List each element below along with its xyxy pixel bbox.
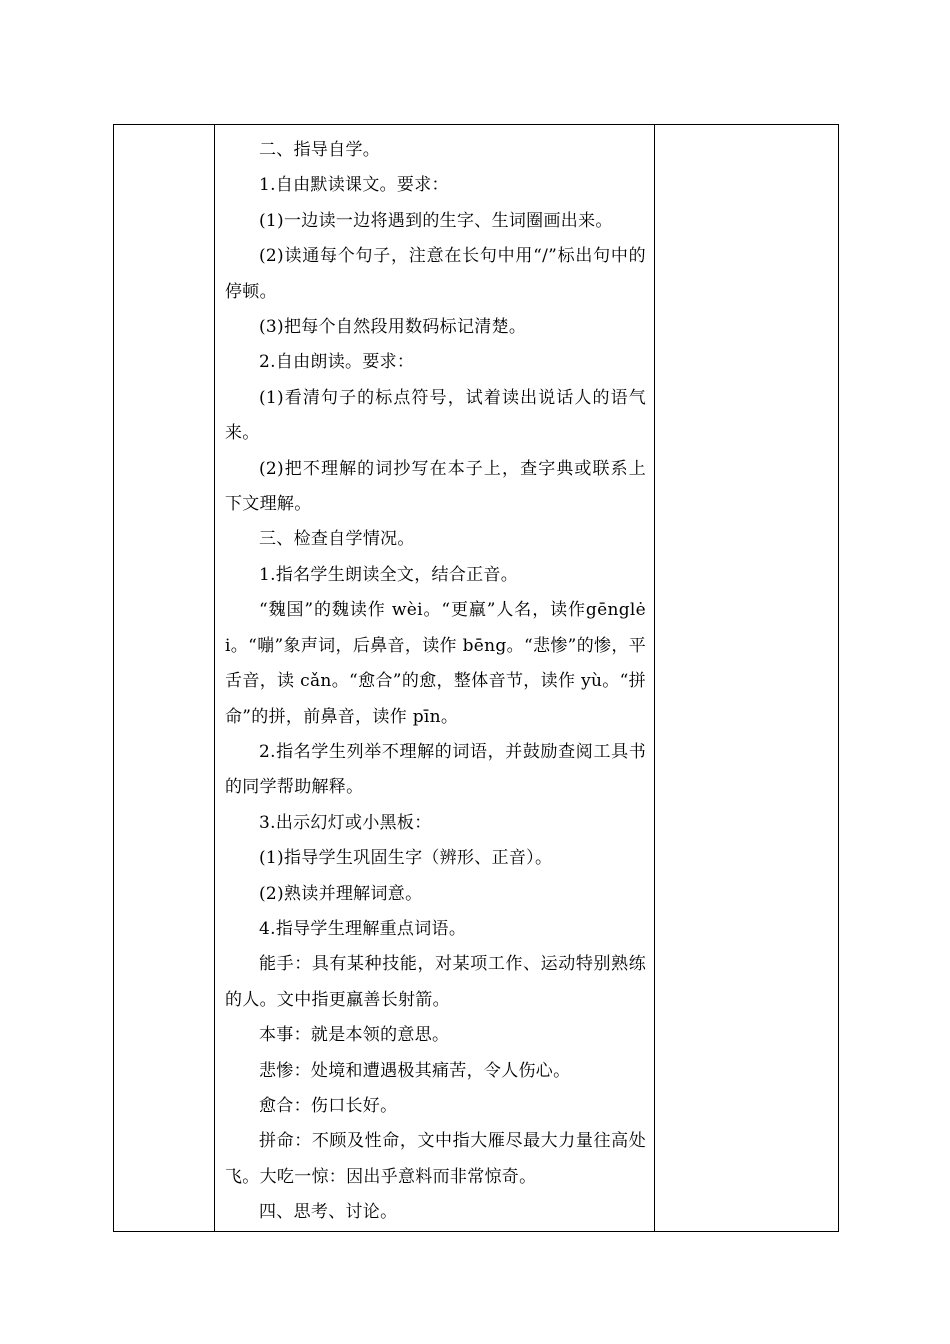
paragraph: 2.指名学生列举不理解的词语，并鼓励查阅工具书的同学帮助解释。 xyxy=(225,741,646,798)
paragraph: 本事：就是本领的意思。 xyxy=(259,1025,450,1046)
paragraph: 悲惨：处境和遭遇极其痛苦，令人伤心。 xyxy=(259,1060,571,1081)
paragraph: 1.自由默读课文。要求： xyxy=(259,175,449,196)
paragraph: 拼命：不顾及性命，文中指大雁尽最大力量往高处飞。大吃一惊：因出乎意料而非常惊奇。 xyxy=(225,1131,646,1187)
paragraph: 2.自由朗读。要求： xyxy=(259,352,415,373)
paragraph: 能手：具有某种技能，对某项工作、运动特别熟练的人。文中指更羸善长射箭。 xyxy=(225,954,646,1010)
paragraph: 1.指名学生朗读全文，结合正音。 xyxy=(259,564,519,585)
lesson-content xyxy=(215,125,654,1231)
lesson-plan-table xyxy=(113,124,839,1232)
paragraph: 4.指导学生理解重点词语。 xyxy=(259,918,467,939)
paragraph: “魏国”的魏读作 wèi。“更羸”人名，读作gēnglėi。“嘣”象声词，后鼻音，读作 bēng。“悲惨”的惨，平舌音，读 cǎn。“愈合”的愈，整体音节，读作 yù。“拼命”的拼，前鼻音，读作 pīn。 xyxy=(225,600,646,727)
paragraph: (3)把每个自然段用数码标记清楚。 xyxy=(259,317,527,338)
notes-column-cell xyxy=(655,125,839,1232)
table-row xyxy=(114,125,839,1232)
content-column-cell xyxy=(215,125,655,1232)
paragraph: 愈合：伤口长好。 xyxy=(259,1095,398,1116)
paragraph: (1)指导学生巩固生字（辨形、正音）。 xyxy=(259,848,553,869)
paragraph: 3.出示幻灯或小黑板： xyxy=(259,812,432,833)
left-column-cell xyxy=(114,125,215,1232)
paragraph: 三、检查自学情况。 xyxy=(259,529,415,550)
paragraph: (1)一边读一边将遇到的生字、生词圈画出来。 xyxy=(259,210,613,231)
paragraph: 四、思考、讨论。 xyxy=(259,1202,398,1223)
paragraph: (1)看清句子的标点符号，试着读出说话人的语气来。 xyxy=(225,387,646,444)
paragraph: 二、指导自学。 xyxy=(259,140,381,160)
paragraph: (2)把不理解的词抄写在本子上，查字典或联系上下文理解。 xyxy=(225,458,646,515)
paragraph: (2)读通每个句子，注意在长句中用“/”标出句中的停顿。 xyxy=(225,246,646,302)
paragraph: (2)熟读并理解词意。 xyxy=(259,883,423,904)
